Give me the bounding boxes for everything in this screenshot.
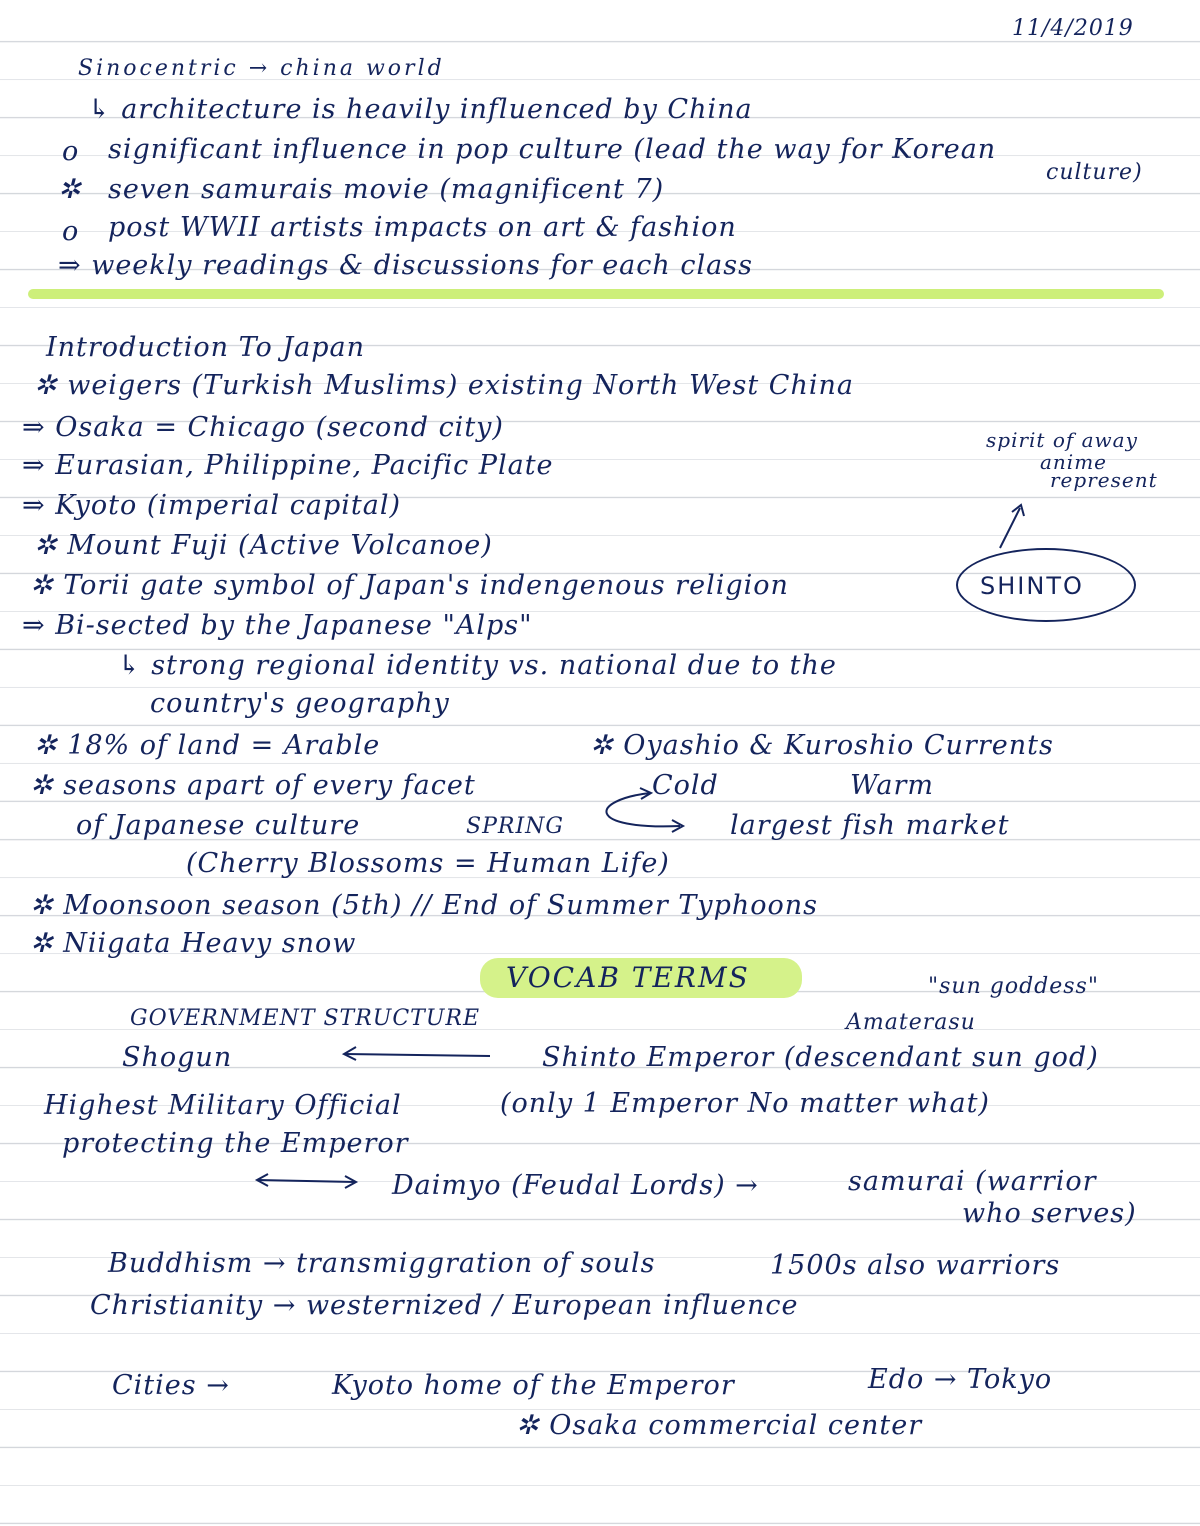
sinocentric-line: Sinocentric → china world: [78, 56, 445, 81]
bullet-circle: o: [62, 216, 80, 247]
bullet-circle: o: [62, 136, 80, 167]
buddhism-warriors-note: 1500s also warriors: [770, 1250, 1061, 1281]
geography-line: country's geography: [150, 688, 450, 719]
pop-culture-line: significant influence in pop culture (lead the way for Korean: [108, 134, 997, 165]
sun-goddess-label: "sun goddess": [928, 974, 1099, 999]
vocab-heading: VOCAB TERMS: [506, 961, 750, 994]
highest-military-line: Highest Military Official: [44, 1090, 402, 1121]
osaka-commercial-line: ✲ Osaka commercial center: [516, 1410, 923, 1441]
pop-culture-continued: culture): [1046, 160, 1143, 185]
cold-label: Cold: [652, 770, 719, 801]
osaka-line: ⇒ Osaka = Chicago (second city): [22, 412, 504, 443]
arable-land-line: ✲ 18% of land = Arable: [34, 730, 381, 761]
buddhism-line: Buddhism → transmiggration of souls: [108, 1248, 656, 1279]
plates-line: ⇒ Eurasian, Philippine, Pacific Plate: [22, 450, 554, 481]
shinto-label: SHINTO: [980, 572, 1084, 600]
niigata-line: ✲ Niigata Heavy snow: [30, 928, 357, 959]
architecture-line: ↳ architecture is heavily influenced by China: [88, 94, 753, 125]
kyoto-line: ⇒ Kyoto (imperial capital): [22, 490, 401, 521]
cities-label: Cities →: [112, 1370, 230, 1401]
bisected-line: ⇒ Bi-sected by the Japanese "Alps": [22, 610, 533, 641]
monsoon-line: ✲ Moonsoon season (5th) // End of Summer Typhoons: [30, 890, 818, 921]
kyoto-emperor-line: Kyoto home of the Emperor: [332, 1370, 735, 1401]
section-heading: Introduction To Japan: [46, 332, 366, 363]
note-date: 11/4/2019: [1012, 16, 1134, 41]
weekly-readings-line: ⇒ weekly readings & discussions for each class: [58, 250, 753, 281]
warm-label: Warm: [850, 770, 935, 801]
protecting-emperor-line: protecting the Emperor: [62, 1128, 409, 1159]
weigers-line: ✲ weigers (Turkish Muslims) existing North West China: [34, 370, 854, 401]
shinto-emperor-label: Shinto Emperor (descendant sun god): [542, 1042, 1099, 1073]
cherry-blossoms-line: (Cherry Blossoms = Human Life): [186, 848, 670, 879]
annotation-represent: represent: [1050, 468, 1158, 492]
emperor-to-shogun-arrow: [345, 1054, 490, 1056]
government-structure-heading: GOVERNMENT STRUCTURE: [130, 1006, 481, 1031]
amaterasu-label: Amaterasu: [846, 1010, 976, 1035]
christianity-line: Christianity → westernized / European influence: [90, 1290, 799, 1321]
regional-identity-line: ↳ strong regional identity vs. national due to the: [118, 650, 837, 681]
mount-fuji-line: ✲ Mount Fuji (Active Volcanoe): [34, 530, 493, 561]
shogun-daimyo-double-arrow: [258, 1180, 355, 1182]
shinto-arrow: [1000, 508, 1020, 548]
bullet-star: ✲: [58, 174, 82, 205]
currents-line: ✲ Oyashio & Kuroshio Currents: [590, 730, 1054, 761]
annotation-spirit: spirit of away: [986, 428, 1138, 452]
seven-samurai-line: seven samurais movie (magnificent 7): [108, 174, 665, 205]
torii-gate-line: ✲ Torii gate symbol of Japan's indengenous religion: [30, 570, 789, 601]
only-one-emperor-line: (only 1 Emperor No matter what): [500, 1088, 990, 1119]
japanese-culture-line: of Japanese culture: [76, 810, 361, 841]
post-wwii-line: post WWII artists impacts on art & fashion: [108, 212, 737, 243]
spring-label: SPRING: [466, 814, 564, 839]
daimyo-line: Daimyo (Feudal Lords) →: [392, 1170, 759, 1201]
shogun-label: Shogun: [122, 1042, 233, 1073]
seasons-line: ✲ seasons apart of every facet: [30, 770, 476, 801]
fish-market-line: largest fish market: [730, 810, 1010, 841]
edo-tokyo-line: Edo → Tokyo: [868, 1364, 1053, 1395]
annotation-anime: anime: [1040, 450, 1108, 474]
samurai-line: samurai (warrior: [848, 1166, 1097, 1197]
samurai-continued: who serves): [962, 1198, 1137, 1229]
